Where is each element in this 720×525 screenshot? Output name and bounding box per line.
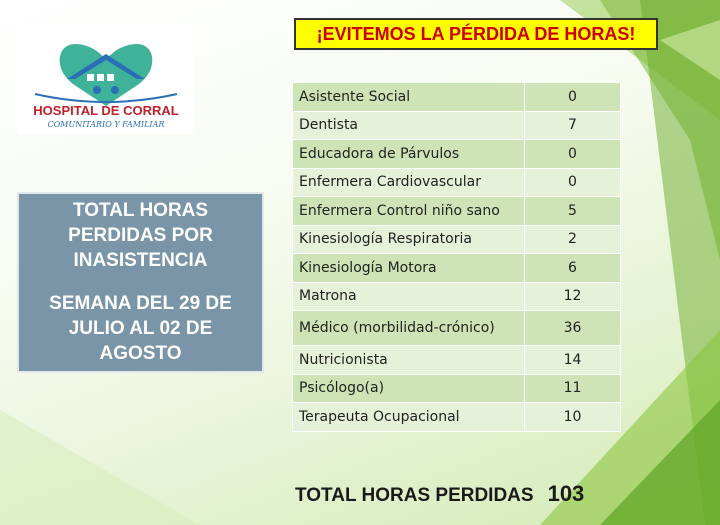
grand-total xyxy=(295,480,584,508)
table-row xyxy=(293,374,621,403)
logo-name: HOSPITAL DE CORRAL xyxy=(33,103,179,118)
table-row xyxy=(293,282,621,311)
hours-cell: 10 xyxy=(525,403,621,432)
summary-heading-line: TOTAL HORAS xyxy=(72,200,209,221)
hours-cell: 6 xyxy=(525,254,621,283)
table-row xyxy=(293,346,621,375)
role-cell: Educadora de Párvulos xyxy=(293,140,525,169)
hours-cell: 12 xyxy=(525,282,621,311)
summary-heading-line: PERDIDAS POR xyxy=(68,225,213,246)
hours-cell: 0 xyxy=(525,168,621,197)
warning-banner: ¡EVITEMOS LA PÉRDIDA DE HORAS! xyxy=(294,18,658,50)
role-cell: Nutricionista xyxy=(293,346,525,375)
table-row xyxy=(293,225,621,254)
table-row xyxy=(293,83,621,112)
summary-heading-line: INASISTENCIA xyxy=(73,250,208,271)
hours-cell: 7 xyxy=(525,111,621,140)
role-cell: Matrona xyxy=(293,282,525,311)
role-cell: Psicólogo(a) xyxy=(293,374,525,403)
role-cell: Enfermera Cardiovascular xyxy=(293,168,525,197)
table-row xyxy=(293,140,621,169)
role-cell: Dentista xyxy=(293,111,525,140)
grand-total-label: TOTAL HORAS PERDIDAS xyxy=(295,485,534,506)
summary-week-line: AGOSTO xyxy=(99,343,182,364)
table-row xyxy=(293,311,621,346)
table-row xyxy=(293,168,621,197)
hours-cell: 14 xyxy=(525,346,621,375)
hours-cell: 0 xyxy=(525,83,621,112)
table-row xyxy=(293,197,621,226)
hours-cell: 0 xyxy=(525,140,621,169)
hours-cell: 36 xyxy=(525,311,621,346)
summary-week-line: SEMANA DEL 29 DE xyxy=(49,293,232,314)
role-cell: Asistente Social xyxy=(293,83,525,112)
table-row xyxy=(293,403,621,432)
hospital-logo xyxy=(17,24,195,134)
hours-cell: 5 xyxy=(525,197,621,226)
total-hours-summary-box xyxy=(17,192,264,373)
table-row xyxy=(293,254,621,283)
table-row xyxy=(293,111,621,140)
grand-total-value: 103 xyxy=(547,481,585,506)
role-cell: Kinesiología Respiratoria xyxy=(293,225,525,254)
role-cell: Enfermera Control niño sano xyxy=(293,197,525,226)
hospital-logo-icon xyxy=(17,24,195,134)
role-cell: Kinesiología Motora xyxy=(293,254,525,283)
lost-hours-table xyxy=(292,82,621,432)
role-cell: Terapeuta Ocupacional xyxy=(293,403,525,432)
role-cell: Médico (morbilidad-crónico) xyxy=(293,311,525,346)
summary-week-line: JULIO AL 02 DE xyxy=(68,318,213,339)
hours-cell: 11 xyxy=(525,374,621,403)
hours-cell: 2 xyxy=(525,225,621,254)
logo-subtitle: COMUNITARIO Y FAMILIAR xyxy=(47,120,165,129)
